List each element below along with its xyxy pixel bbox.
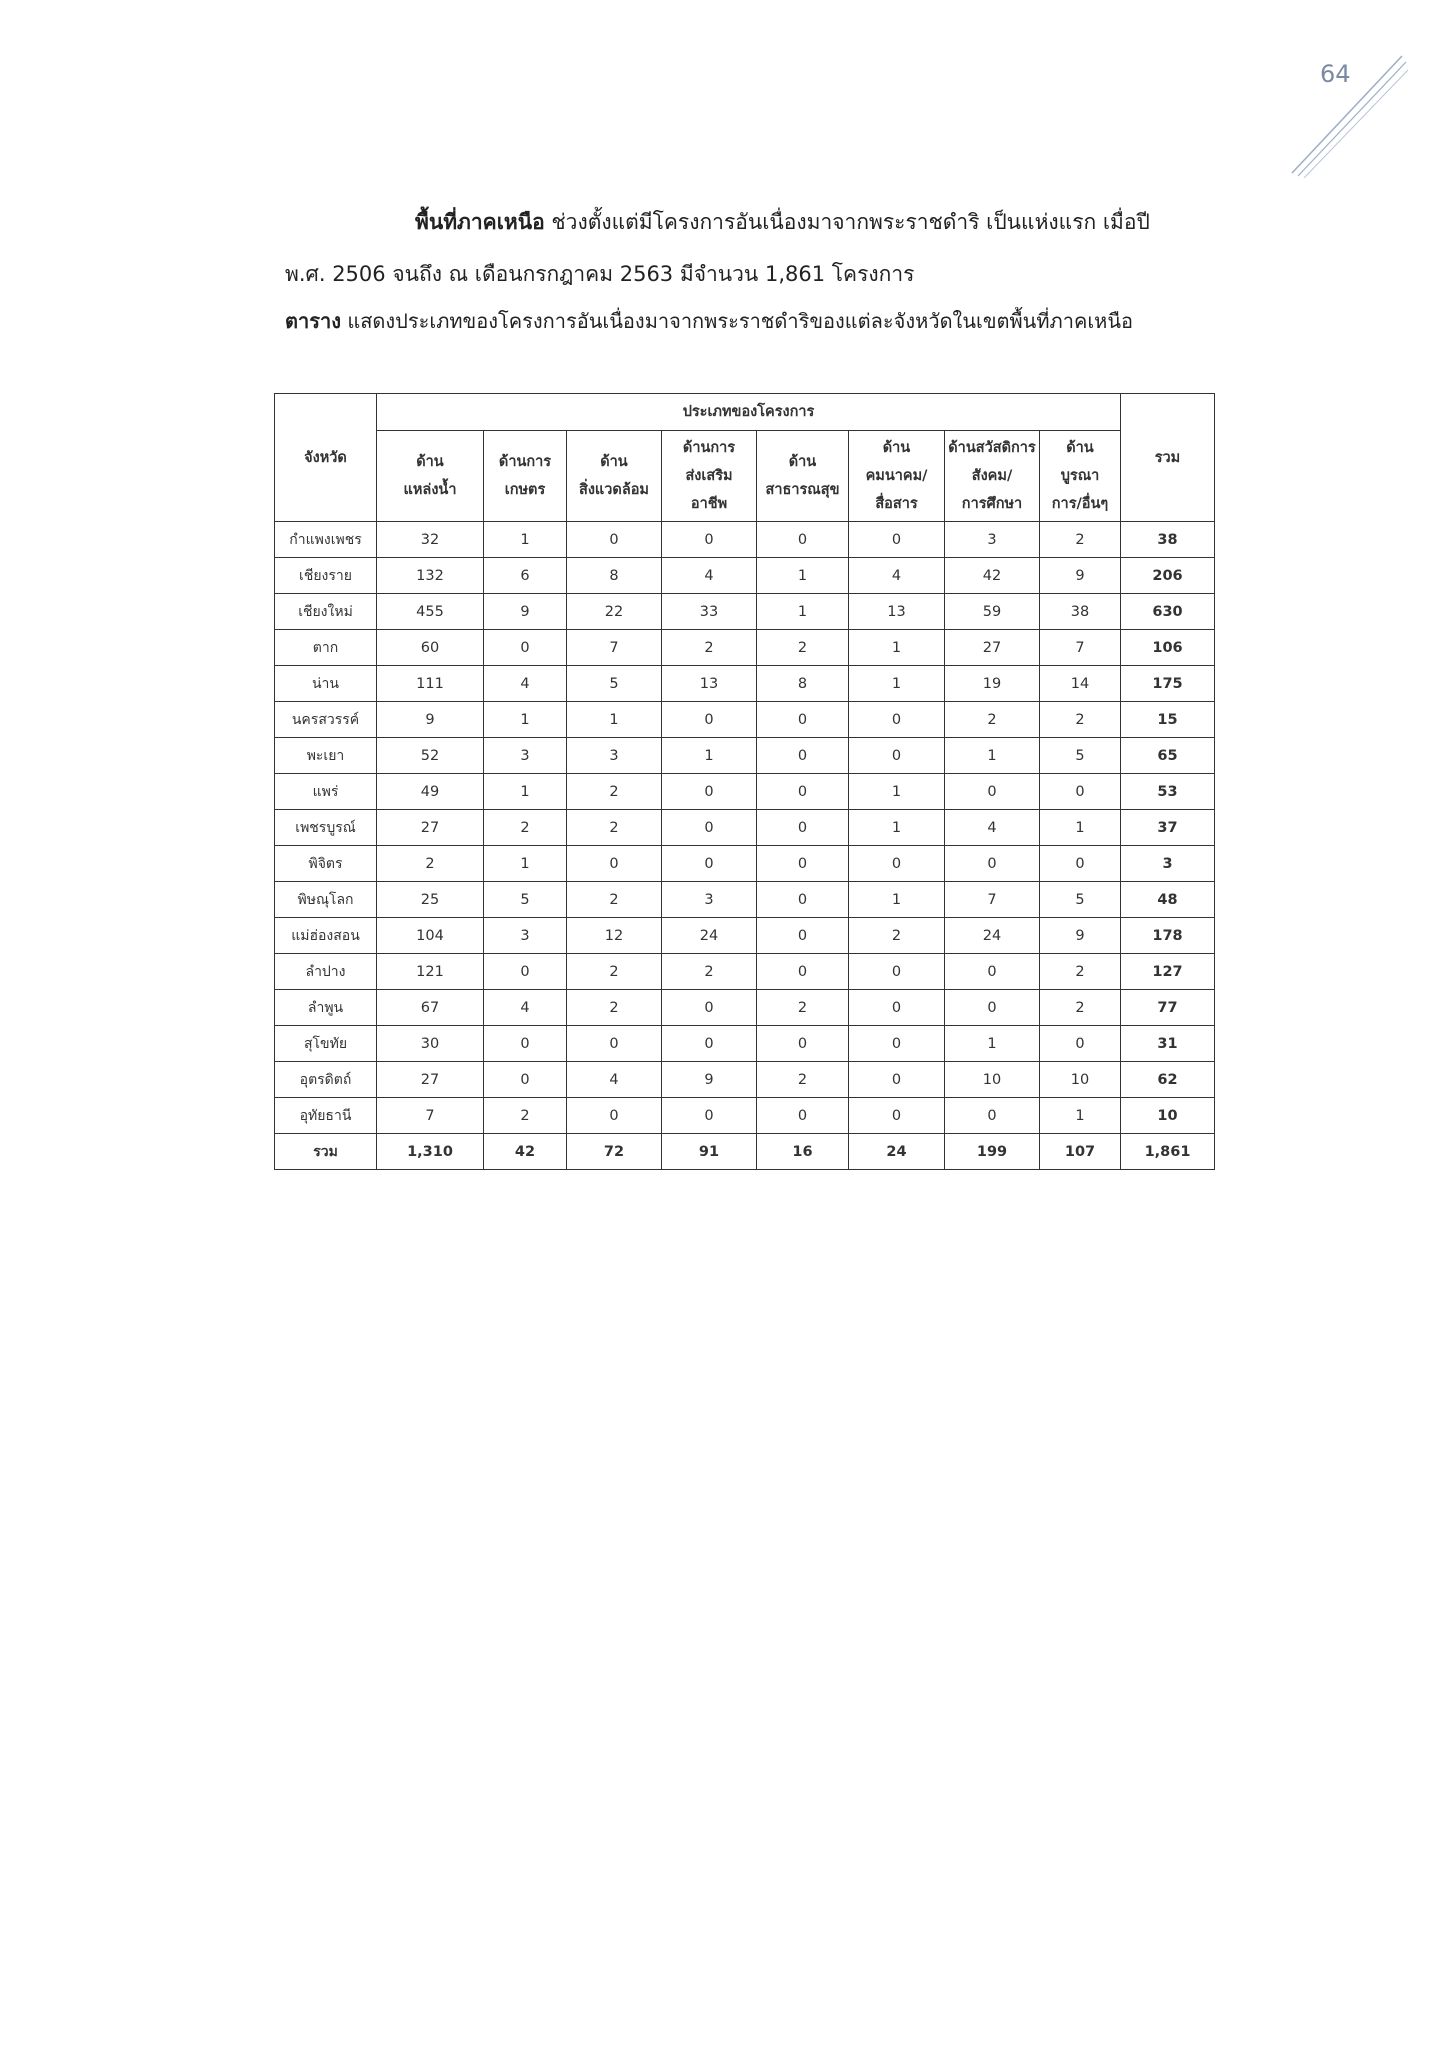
value-cell: 5 (1040, 738, 1121, 774)
table-row (275, 594, 1215, 630)
table-row (275, 882, 1215, 918)
value-cell: 111 (377, 666, 484, 702)
value-cell: 0 (662, 774, 757, 810)
column-header (662, 431, 757, 522)
column-header-line: การศึกษา (961, 496, 1023, 512)
province-cell: สุโขทัย (275, 1026, 377, 1062)
value-cell: 5 (484, 882, 567, 918)
value-cell: 2 (1040, 702, 1121, 738)
total-cell: 10 (1121, 1098, 1215, 1134)
value-cell: 0 (567, 522, 662, 558)
province-cell: น่าน (275, 666, 377, 702)
value-cell: 0 (662, 1026, 757, 1062)
province-cell: ตาก (275, 630, 377, 666)
column-header-line: ด้านการ (682, 440, 736, 456)
value-cell: 1 (849, 630, 945, 666)
value-cell: 13 (662, 666, 757, 702)
value-cell: 199 (945, 1134, 1040, 1170)
column-header-line: คมนาคม/ (865, 468, 928, 484)
column-header (377, 431, 484, 522)
total-cell: 630 (1121, 594, 1215, 630)
column-header-line: ด้าน (416, 454, 444, 470)
value-cell: 1 (849, 666, 945, 702)
value-cell: 4 (484, 666, 567, 702)
table-row (275, 702, 1215, 738)
value-cell: 0 (757, 738, 849, 774)
value-cell: 0 (849, 522, 945, 558)
table-row (275, 738, 1215, 774)
value-cell: 24 (662, 918, 757, 954)
value-cell: 0 (849, 1026, 945, 1062)
value-cell: 7 (377, 1098, 484, 1134)
value-cell: 1 (757, 594, 849, 630)
value-cell: 0 (484, 1026, 567, 1062)
column-header-line: สาธารณสุข (765, 482, 840, 498)
value-cell: 32 (377, 522, 484, 558)
column-header-line: ด้านการ (498, 454, 552, 470)
value-cell: 0 (1040, 774, 1121, 810)
value-cell: 25 (377, 882, 484, 918)
column-header-line: บูรณา (1060, 468, 1100, 484)
value-cell: 1 (945, 738, 1040, 774)
projects-table-wrapper (274, 393, 1215, 1170)
province-cell: กำแพงเพชร (275, 522, 377, 558)
value-cell: 60 (377, 630, 484, 666)
value-cell: 8 (757, 666, 849, 702)
value-cell: 0 (757, 702, 849, 738)
value-cell: 7 (1040, 630, 1121, 666)
column-header-line: การ/อื่นๆ (1051, 496, 1109, 512)
value-cell: 9 (1040, 558, 1121, 594)
value-cell: 0 (1040, 1026, 1121, 1062)
value-cell: 2 (484, 1098, 567, 1134)
value-cell: 1 (484, 774, 567, 810)
column-header (567, 431, 662, 522)
value-cell: 132 (377, 558, 484, 594)
value-cell: 0 (757, 918, 849, 954)
value-cell: 0 (849, 1062, 945, 1098)
value-cell: 2 (567, 810, 662, 846)
value-cell: 72 (567, 1134, 662, 1170)
value-cell: 22 (567, 594, 662, 630)
value-cell: 7 (567, 630, 662, 666)
value-cell: 1 (1040, 810, 1121, 846)
province-cell: นครสวรรค์ (275, 702, 377, 738)
value-cell: 2 (757, 1062, 849, 1098)
total-cell: 65 (1121, 738, 1215, 774)
value-cell: 0 (849, 1098, 945, 1134)
caption-text: แสดงประเภทของโครงการอันเนื่องมาจากพระราชดำริของแต่ละจังหวัดในเขตพื้นที่ภาคเหนือ (340, 309, 1134, 333)
column-header-line: สื่อสาร (875, 496, 918, 512)
value-cell: 13 (849, 594, 945, 630)
group-header: ประเภทของโครงการ (377, 394, 1121, 431)
value-cell: 49 (377, 774, 484, 810)
value-cell: 2 (377, 846, 484, 882)
total-cell: 31 (1121, 1026, 1215, 1062)
value-cell: 52 (377, 738, 484, 774)
value-cell: 1 (1040, 1098, 1121, 1134)
total-cell: 77 (1121, 990, 1215, 1026)
value-cell: 0 (567, 846, 662, 882)
value-cell: 7 (945, 882, 1040, 918)
value-cell: 2 (567, 990, 662, 1026)
value-cell: 0 (662, 846, 757, 882)
value-cell: 0 (849, 846, 945, 882)
value-cell: 0 (757, 810, 849, 846)
column-header-line: ด้าน (882, 440, 911, 456)
value-cell: 0 (1040, 846, 1121, 882)
value-cell: 1 (567, 702, 662, 738)
column-header-line: ด้านสวัสดิการ (948, 440, 1036, 456)
value-cell: 0 (662, 702, 757, 738)
value-cell: 2 (945, 702, 1040, 738)
value-cell: 0 (945, 774, 1040, 810)
column-header-line: อาชีพ (690, 496, 728, 512)
intro-line2: พ.ศ. 2506 จนถึง ณ เดือนกรกฎาคม 2563 มีจำนวน 1,861 โครงการ (285, 262, 915, 286)
value-cell: 24 (849, 1134, 945, 1170)
value-cell: 9 (377, 702, 484, 738)
total-cell: 15 (1121, 702, 1215, 738)
value-cell: 0 (945, 1098, 1040, 1134)
total-cell: 48 (1121, 882, 1215, 918)
value-cell: 2 (567, 774, 662, 810)
value-cell: 3 (945, 522, 1040, 558)
value-cell: 27 (377, 1062, 484, 1098)
total-cell: 62 (1121, 1062, 1215, 1098)
value-cell: 16 (757, 1134, 849, 1170)
column-header (849, 431, 945, 522)
value-cell: 3 (567, 738, 662, 774)
column-header-line: ส่งเสริม (685, 468, 733, 484)
projects-table (274, 393, 1215, 1170)
table-row (275, 774, 1215, 810)
value-cell: 0 (662, 522, 757, 558)
value-cell: 38 (1040, 594, 1121, 630)
total-cell: 175 (1121, 666, 1215, 702)
value-cell: 27 (945, 630, 1040, 666)
value-cell: 4 (567, 1062, 662, 1098)
total-cell: 53 (1121, 774, 1215, 810)
value-cell: 0 (567, 1098, 662, 1134)
value-cell: 104 (377, 918, 484, 954)
table-row (275, 522, 1215, 558)
value-cell: 19 (945, 666, 1040, 702)
value-cell: 9 (1040, 918, 1121, 954)
table-row (275, 1062, 1215, 1098)
value-cell: 3 (662, 882, 757, 918)
value-cell: 42 (945, 558, 1040, 594)
intro-bold-term: พื้นที่ภาคเหนือ (415, 210, 545, 234)
table-row (275, 918, 1215, 954)
intro-line1: ช่วงตั้งแต่มีโครงการอันเนื่องมาจากพระราชดำริ เป็นแห่งแรก เมื่อปี (544, 210, 1150, 234)
value-cell: 0 (757, 774, 849, 810)
total-header: รวม (1121, 394, 1215, 522)
table-caption (285, 305, 1133, 337)
page-number: 64 (1320, 60, 1351, 88)
column-header (757, 431, 849, 522)
value-cell: 0 (567, 1026, 662, 1062)
value-cell: 2 (757, 990, 849, 1026)
value-cell: 2 (567, 954, 662, 990)
table-row (275, 846, 1215, 882)
value-cell: 0 (757, 954, 849, 990)
province-cell: พิษณุโลก (275, 882, 377, 918)
table-row (275, 666, 1215, 702)
corner-decoration (1290, 48, 1410, 178)
value-cell: 2 (1040, 522, 1121, 558)
value-cell: 0 (757, 846, 849, 882)
value-cell: 0 (757, 522, 849, 558)
value-cell: 1 (484, 522, 567, 558)
value-cell: 455 (377, 594, 484, 630)
table-row (275, 990, 1215, 1026)
value-cell: 30 (377, 1026, 484, 1062)
value-cell: 12 (567, 918, 662, 954)
table-row (275, 1098, 1215, 1134)
value-cell: 2 (567, 882, 662, 918)
value-cell: 33 (662, 594, 757, 630)
column-header-line: ด้าน (788, 454, 817, 470)
value-cell: 1 (757, 558, 849, 594)
value-cell: 1 (849, 882, 945, 918)
column-header-line: สิ่งแวดล้อม (579, 482, 649, 498)
total-cell: 37 (1121, 810, 1215, 846)
value-cell: 3 (484, 738, 567, 774)
province-cell: แม่ฮ่องสอน (275, 918, 377, 954)
value-cell: 10 (1040, 1062, 1121, 1098)
value-cell: 2 (662, 954, 757, 990)
table-row (275, 558, 1215, 594)
value-cell: 1 (945, 1026, 1040, 1062)
column-header-line: ด้าน (600, 454, 628, 470)
column-header-line: เกษตร (504, 482, 546, 498)
value-cell: 0 (849, 990, 945, 1026)
value-cell: 0 (945, 990, 1040, 1026)
value-cell: 0 (849, 702, 945, 738)
value-cell: 14 (1040, 666, 1121, 702)
province-cell: อุตรดิตถ์ (275, 1062, 377, 1098)
value-cell: 1 (484, 846, 567, 882)
province-cell: รวม (275, 1134, 377, 1170)
province-cell: ลำพูน (275, 990, 377, 1026)
value-cell: 1 (484, 702, 567, 738)
table-row (275, 810, 1215, 846)
province-cell: ลำปาง (275, 954, 377, 990)
value-cell: 1 (849, 810, 945, 846)
value-cell: 2 (849, 918, 945, 954)
value-cell: 5 (1040, 882, 1121, 918)
column-header-line: แหล่งน้ำ (403, 482, 457, 498)
value-cell: 0 (757, 882, 849, 918)
value-cell: 1,310 (377, 1134, 484, 1170)
province-cell: พะเยา (275, 738, 377, 774)
value-cell: 0 (484, 630, 567, 666)
province-cell: เชียงใหม่ (275, 594, 377, 630)
column-header (945, 431, 1040, 522)
total-cell: 106 (1121, 630, 1215, 666)
value-cell: 1 (849, 774, 945, 810)
value-cell: 9 (662, 1062, 757, 1098)
sum-row (275, 1134, 1215, 1170)
total-cell: 127 (1121, 954, 1215, 990)
value-cell: 2 (484, 810, 567, 846)
value-cell: 4 (945, 810, 1040, 846)
value-cell: 3 (484, 918, 567, 954)
value-cell: 24 (945, 918, 1040, 954)
value-cell: 91 (662, 1134, 757, 1170)
value-cell: 2 (1040, 990, 1121, 1026)
value-cell: 0 (849, 738, 945, 774)
value-cell: 67 (377, 990, 484, 1026)
value-cell: 4 (484, 990, 567, 1026)
total-cell: 3 (1121, 846, 1215, 882)
intro-paragraph (285, 196, 1185, 300)
column-header (484, 431, 567, 522)
province-cell: เชียงราย (275, 558, 377, 594)
column-header (1040, 431, 1121, 522)
value-cell: 2 (662, 630, 757, 666)
value-cell: 121 (377, 954, 484, 990)
total-cell: 206 (1121, 558, 1215, 594)
value-cell: 6 (484, 558, 567, 594)
table-body (275, 522, 1215, 1170)
province-cell: อุทัยธานี (275, 1098, 377, 1134)
value-cell: 27 (377, 810, 484, 846)
table-row (275, 954, 1215, 990)
value-cell: 0 (945, 954, 1040, 990)
province-cell: แพร่ (275, 774, 377, 810)
value-cell: 0 (662, 990, 757, 1026)
value-cell: 9 (484, 594, 567, 630)
province-cell: พิจิตร (275, 846, 377, 882)
table-row (275, 630, 1215, 666)
value-cell: 8 (567, 558, 662, 594)
value-cell: 1 (662, 738, 757, 774)
value-cell: 0 (757, 1098, 849, 1134)
value-cell: 2 (757, 630, 849, 666)
value-cell: 42 (484, 1134, 567, 1170)
caption-label: ตาราง (285, 309, 341, 333)
table-row (275, 1026, 1215, 1062)
value-cell: 4 (849, 558, 945, 594)
value-cell: 0 (484, 954, 567, 990)
value-cell: 0 (662, 810, 757, 846)
column-header-row (275, 431, 1215, 522)
total-cell: 38 (1121, 522, 1215, 558)
column-header-line: ด้าน (1066, 440, 1094, 456)
value-cell: 0 (945, 846, 1040, 882)
value-cell: 0 (662, 1098, 757, 1134)
province-cell: เพชรบูรณ์ (275, 810, 377, 846)
value-cell: 10 (945, 1062, 1040, 1098)
value-cell: 107 (1040, 1134, 1121, 1170)
total-cell: 178 (1121, 918, 1215, 954)
value-cell: 59 (945, 594, 1040, 630)
value-cell: 0 (849, 954, 945, 990)
value-cell: 4 (662, 558, 757, 594)
value-cell: 0 (484, 1062, 567, 1098)
column-header-line: สังคม/ (971, 468, 1013, 484)
total-cell: 1,861 (1121, 1134, 1215, 1170)
value-cell: 5 (567, 666, 662, 702)
province-header: จังหวัด (275, 394, 377, 522)
value-cell: 0 (757, 1026, 849, 1062)
value-cell: 2 (1040, 954, 1121, 990)
